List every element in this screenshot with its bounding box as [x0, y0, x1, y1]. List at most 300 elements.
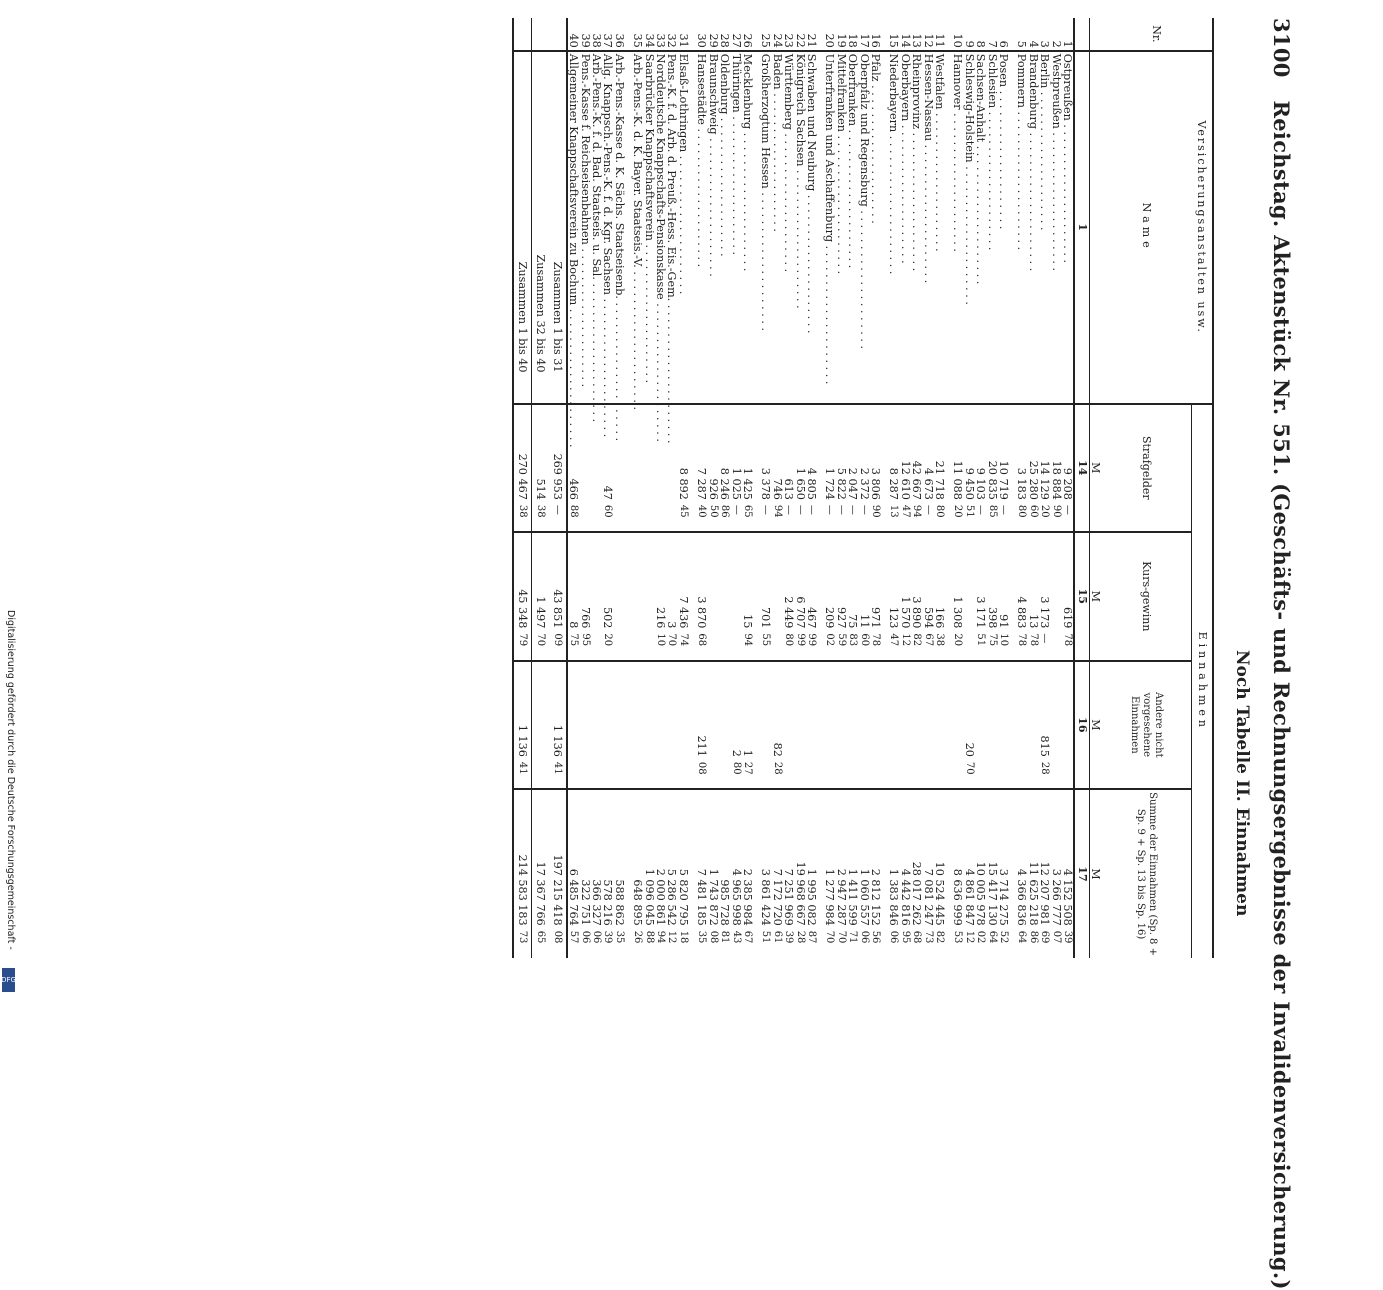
andere-mark: [783, 661, 794, 759]
andere-pf: [760, 759, 771, 789]
strafgelder-pf: 65: [742, 502, 753, 532]
table-row: [579, 18, 590, 958]
strafgelder-pf: 47: [899, 502, 910, 532]
kursgewinn-pf: 99: [794, 630, 805, 660]
andere-pf: 27: [742, 759, 753, 789]
kursgewinn-mark: [1050, 532, 1061, 630]
row-number: 11: [934, 18, 945, 51]
summe-pf: 06: [579, 930, 591, 944]
strafgelder-pf: 94: [771, 502, 782, 532]
row-number: 29: [707, 18, 718, 51]
table-row: [998, 18, 1009, 958]
summe-pf: 64: [1016, 930, 1028, 944]
andere-mark: [858, 661, 869, 759]
andere-mark: [847, 661, 858, 759]
income-table: [512, 18, 1214, 958]
row-name: Unterfranken und Aschaffenburg . . . . . . . . . . . . . . . . . . . .: [824, 51, 835, 404]
total-row: [531, 18, 549, 958]
kursgewinn-mark: [632, 532, 643, 630]
andere-pf: 28: [1039, 759, 1050, 789]
summe-mark: 1 060 557: [857, 868, 871, 926]
strafgelder-pf: 51: [963, 502, 974, 532]
strafgelder-pf: 90: [870, 502, 881, 532]
strafgelder-mark: 3 183: [1015, 467, 1029, 500]
table-row: [806, 18, 817, 958]
col-name: Name: [1102, 51, 1192, 404]
kursgewinn-mark: 13: [1026, 614, 1040, 629]
summe-mark: 3 266 777: [1049, 868, 1063, 926]
summe-pf: 57: [568, 930, 580, 944]
row-name: Arb.-Pens.-K. d. K. Bayer. Staatseis.-V. . . . . . . . . . . . . . . . . . . . .: [632, 51, 643, 404]
kursgewinn-pf: 78: [870, 630, 881, 660]
strafgelder-pf: [579, 502, 590, 532]
row-number: 28: [719, 18, 730, 51]
row-name-text: Großherzogtum Hessen: [759, 53, 773, 189]
andere-pf: [1062, 759, 1074, 789]
colno-16: 16: [1074, 661, 1090, 790]
strafgelder-pf: 45: [678, 502, 689, 532]
strafgelder-mark: [632, 404, 643, 502]
summe-pf: 82: [934, 930, 946, 944]
andere-mark: [1050, 661, 1061, 759]
kursgewinn-mark: 1 570: [898, 596, 912, 629]
row-number: 25: [760, 18, 771, 51]
page-title: Reichstag. Aktenstück Nr. 551. (Geschäfts- und Rechnungsergebnisse der Invalidenversicherung.): [1269, 100, 1294, 1290]
dfg-logo: DFG: [2, 968, 15, 992]
strafgelder-mark: 47: [601, 485, 615, 500]
summe-mark: 19 968 667: [793, 861, 807, 926]
funding-note: [2, 610, 16, 990]
strafgelder-pf: —: [922, 502, 933, 532]
kursgewinn-pf: [707, 630, 718, 660]
andere-mark: [794, 661, 805, 759]
kursgewinn-pf: 20: [602, 630, 613, 660]
andere-mark: [707, 661, 718, 759]
summe-pf: 94: [655, 930, 667, 944]
row-name: Allg. Knappsch.-Pens.-K. f. d. Kgr. Sachsen . . . . . . . . . . . . . . . . . . . .: [602, 51, 613, 404]
total-kursgewinn-pf: 70: [531, 630, 549, 660]
andere-mark: 815: [1038, 735, 1052, 757]
summe-mark: 7 172 720: [770, 868, 784, 926]
row-number: 7: [986, 18, 997, 51]
andere-mark: 211: [695, 735, 709, 757]
summe-pf: 70: [824, 930, 836, 944]
row-name-text: Westpreußen: [1049, 53, 1063, 129]
strafgelder-mark: 3 806: [869, 467, 882, 500]
row-number: 26: [742, 18, 753, 51]
andere-pf: [602, 759, 613, 789]
row-name: Arb.-Pens.-K. f. d. Bad. Staatseis. u. Sal. . . . . . . . . . . . . . . . . . . . .: [591, 51, 602, 404]
kursgewinn-mark: 619: [1061, 606, 1075, 629]
kursgewinn-mark: 2 449: [782, 596, 796, 629]
andere-mark: [922, 661, 933, 759]
andere-pf: [975, 759, 986, 789]
summe-mark: 6 485 764: [567, 868, 581, 926]
andere-mark: [888, 661, 899, 759]
strafgelder-mark: 746: [770, 478, 784, 500]
strafgelder-mark: [643, 404, 654, 502]
table-row: [1016, 18, 1027, 958]
table-row: [899, 18, 910, 958]
strafgelder-pf: —: [835, 502, 846, 532]
andere-pf: [579, 759, 590, 789]
kursgewinn-mark: 1 308: [951, 596, 965, 629]
total-nr: [549, 18, 567, 51]
row-number: 5: [1016, 18, 1027, 51]
summe-mark: 28 017 262: [910, 861, 924, 926]
summe-pf: 71: [847, 930, 859, 944]
table-row: [934, 18, 945, 958]
row-number: 13: [911, 18, 922, 51]
table-row: [1027, 18, 1038, 958]
summe-pf: 02: [975, 930, 987, 944]
strafgelder-pf: 60: [1027, 502, 1038, 532]
row-name-text: Hannover: [951, 53, 965, 110]
row-name: Mittelfranken . . . . . . . . . . . . . . . . . . . .: [835, 51, 846, 404]
row-number: 8: [975, 18, 986, 51]
andere-pf: [806, 759, 817, 789]
total-row: [513, 18, 532, 958]
andere-mark: [1062, 661, 1074, 759]
kursgewinn-mark: 3: [665, 621, 679, 629]
andere-pf: 08: [696, 759, 707, 789]
row-name: Hansestädte . . . . . . . . . . . . . . . . . . . .: [696, 51, 707, 404]
strafgelder-pf: [591, 502, 602, 532]
total-summe-pf: 73: [517, 930, 529, 944]
kursgewinn-pf: [771, 630, 782, 660]
summe-pf: 70: [835, 930, 847, 944]
strafgelder-mark: 5 822: [834, 467, 848, 500]
strafgelder-mark: 11 088: [951, 460, 965, 500]
summe-mark: 648 895: [631, 879, 645, 926]
summe-pf: 81: [719, 930, 731, 944]
kursgewinn-pf: 02: [824, 630, 835, 660]
kursgewinn-mark: [719, 532, 730, 630]
row-name-text: Baden: [770, 53, 784, 90]
strafgelder-pf: —: [806, 502, 817, 532]
andere-pf: 28: [771, 759, 782, 789]
kursgewinn-mark: 3 171: [974, 596, 988, 629]
strafgelder-pf: 50: [707, 502, 718, 532]
andere-pf: [655, 759, 666, 789]
strafgelder-pf: —: [794, 502, 805, 532]
summe-mark: 4 442 816: [898, 868, 912, 926]
table-row: [666, 18, 677, 958]
total-strafgelder-mark: 270 467: [516, 453, 530, 500]
row-name: Saarbrücker Knappschaftsverein . . . . . . . . . . . . . . . . . . . .: [643, 51, 654, 404]
andere-mark: [911, 661, 922, 759]
strafgelder-mark: 12 610: [898, 460, 912, 500]
strafgelder-mark: 25 280: [1026, 460, 1040, 500]
row-name: Norddeutsche Knappschafts-Pensionskasse . . . . . . . . . . . . . . . . . . . .: [655, 51, 666, 404]
kursgewinn-mark: 594: [921, 606, 935, 629]
strafgelder-pf: [613, 502, 624, 532]
kursgewinn-pf: —: [1039, 630, 1050, 660]
row-number: 15: [888, 18, 899, 51]
colno-1: 1: [1074, 51, 1090, 404]
strafgelder-mark: 9 450: [962, 467, 976, 500]
summe-pf: 67: [741, 930, 753, 944]
table-row: [975, 18, 986, 958]
kursgewinn-mark: 123: [887, 606, 901, 629]
strafgelder-pf: [655, 502, 666, 532]
row-name-text: Hansestädte: [695, 53, 709, 125]
kursgewinn-pf: 82: [911, 630, 922, 660]
andere-pf: [678, 759, 689, 789]
row-name-text: Schwaben und Neuburg: [804, 53, 818, 192]
summe-pf: 64: [986, 930, 998, 944]
kursgewinn-mark: [707, 532, 718, 630]
summe-mark: 7 481 185: [695, 868, 709, 926]
table-row: [870, 18, 881, 958]
andere-pf: [719, 759, 730, 789]
table-row: [696, 18, 707, 958]
row-number: 31: [678, 18, 689, 51]
andere-pf: [998, 759, 1009, 789]
unit-14: M: [1090, 404, 1102, 533]
strafgelder-pf: —: [760, 502, 771, 532]
kursgewinn-pf: [963, 630, 974, 660]
row-number: 10: [952, 18, 963, 51]
summe-mark: 322 751: [578, 879, 592, 926]
row-number: 18: [847, 18, 858, 51]
summe-pf: 06: [858, 930, 870, 944]
andere-mark: [824, 661, 835, 759]
strafgelder-mark: 21 718: [933, 460, 947, 500]
andere-mark: [986, 661, 997, 759]
total-label: Zusammen 32 bis 40: [531, 51, 549, 404]
summe-pf: 95: [899, 930, 911, 944]
andere-mark: [678, 661, 689, 759]
strafgelder-pf: 90: [1050, 502, 1061, 532]
table-row: [742, 18, 753, 958]
kursgewinn-mark: 15: [740, 614, 754, 629]
summe-mark: 1 277 984: [823, 868, 837, 926]
row-number: 30: [696, 18, 707, 51]
andere-pf: [707, 759, 718, 789]
table-row: [922, 18, 933, 958]
row-name: Rheinprovinz . . . . . . . . . . . . . . . . . . . .: [911, 51, 922, 404]
strafgelder-pf: [632, 502, 643, 532]
summe-mark: 1 995 082: [804, 868, 818, 926]
summe-pf: 39: [1062, 930, 1074, 944]
summe-mark: 2 947 287: [834, 868, 848, 926]
row-name: Braunschweig . . . . . . . . . . . . . . . . . . . .: [707, 51, 718, 404]
kursgewinn-pf: 83: [847, 630, 858, 660]
row-number: 6: [998, 18, 1009, 51]
andere-pf: [824, 759, 835, 789]
andere-mark: [806, 661, 817, 759]
row-name-text: Thüringen: [729, 53, 743, 113]
andere-pf: [783, 759, 794, 789]
table-row: [591, 18, 602, 958]
row-name-text: Braunschweig: [706, 53, 720, 135]
kursgewinn-pf: 78: [1016, 630, 1027, 660]
andere-pf: 80: [730, 759, 741, 789]
kursgewinn-pf: [632, 630, 643, 660]
andere-mark: [643, 661, 654, 759]
total-kursgewinn-mark: 43 851: [551, 589, 565, 629]
table-row: [567, 18, 579, 958]
strafgelder-mark: 1 650: [793, 467, 807, 500]
row-number: 19: [835, 18, 846, 51]
row-name: Sachsen-Anhalt . . . . . . . . . . . . . . . . . . . .: [975, 51, 986, 404]
kursgewinn-pf: [730, 630, 741, 660]
andere-mark: [835, 661, 846, 759]
summe-mark: 985 728: [718, 879, 732, 926]
row-name-text: Allg. Knappsch.-Pens.-K. f. d. Kgr. Sachsen: [601, 53, 615, 296]
row-name-text: Oldenburg: [718, 53, 732, 115]
kursgewinn-pf: 78: [1027, 630, 1038, 660]
andere-pf: [591, 759, 602, 789]
summe-mark: 2 812 152: [869, 868, 882, 926]
summe-pf: 51: [760, 930, 772, 944]
page-number: 3100: [1269, 18, 1294, 78]
andere-pf: [567, 759, 579, 789]
total-summe-mark: 197 215 418: [551, 854, 565, 926]
strafgelder-mark: 8 892: [676, 467, 690, 500]
row-number: 9: [963, 18, 974, 51]
strafgelder-mark: 9 103: [974, 467, 988, 500]
row-name: Oberpfalz und Regensburg . . . . . . . . . . . . . . . . . . . .: [858, 51, 869, 404]
andere-mark: [934, 661, 945, 759]
kursgewinn-mark: 3 890: [910, 596, 924, 629]
summe-pf: 28: [794, 930, 806, 944]
row-name-text: Posen: [997, 53, 1011, 88]
andere-mark: [719, 661, 730, 759]
strafgelder-pf: —: [858, 502, 869, 532]
kursgewinn-pf: [1050, 630, 1061, 660]
col-kursgewinn: Kurs-gewinn: [1102, 532, 1192, 661]
strafgelder-pf: —: [1062, 502, 1074, 532]
summe-pf: 43: [730, 930, 742, 944]
row-name: Ostpreußen . . . . . . . . . . . . . . . . . . . .: [1062, 51, 1074, 404]
summe-mark: 4 152 508: [1061, 868, 1075, 926]
andere-mark: 1: [740, 749, 754, 757]
kursgewinn-pf: 60: [858, 630, 869, 660]
andere-mark: [870, 661, 881, 759]
row-name: Baden . . . . . . . . . . . . . . . . . . . .: [771, 51, 782, 404]
total-strafgelder-pf: 38: [531, 502, 549, 532]
row-number: 33: [655, 18, 666, 51]
summe-pf: 86: [1027, 930, 1039, 944]
row-name-text: Ostpreußen: [1061, 53, 1075, 121]
summe-mark: 4 965 998: [729, 868, 743, 926]
summe-mark: 10 524 445: [933, 861, 947, 926]
summe-pf: 12: [963, 930, 975, 944]
table-row: [963, 18, 974, 958]
row-name-text: Oberfranken: [846, 53, 860, 127]
row-number: 14: [899, 18, 910, 51]
summe-pf: 35: [613, 930, 625, 944]
row-name: Schlesien . . . . . . . . . . . . . . . . . . . .: [986, 51, 997, 404]
strafgelder-mark: 8 246: [718, 467, 732, 500]
summe-pf: 87: [805, 930, 817, 944]
row-name-text: Arb.-Pens.-K. f. d. Bad. Staatseis. u. Sal.: [590, 53, 604, 280]
row-name-text: Pfalz: [869, 53, 882, 82]
andere-pf: [899, 759, 910, 789]
summe-mark: 7 251 969: [782, 868, 796, 926]
kursgewinn-mark: [771, 532, 782, 630]
kursgewinn-mark: 209: [823, 606, 837, 629]
row-name: Pens.-Kasse f. Reichseisenbahnen . . . . . . . . . . . . . . . . . . . .: [579, 51, 590, 404]
kursgewinn-mark: 3 173: [1038, 596, 1052, 629]
strafgelder-mark: 4 805: [804, 467, 818, 500]
andere-mark: 82: [770, 742, 784, 757]
andere-pf: [911, 759, 922, 789]
summe-pf: 18: [677, 930, 689, 944]
strafgelder-pf: 13: [888, 502, 899, 532]
row-name: Arb.-Pens.-Kasse d. K. Sächs. Staatseisenb. . . . . . . . . . . . . . . . . . . . .: [613, 51, 624, 404]
total-kursgewinn-pf: 79: [513, 630, 532, 660]
total-summe-pf: 65: [535, 930, 547, 944]
andere-pf: [888, 759, 899, 789]
andere-mark: [899, 661, 910, 759]
row-name: Württemberg . . . . . . . . . . . . . . . . . . . .: [783, 51, 794, 404]
row-name: Pens.-K. f. d. Arb. d. Preuß.-Hess. Eis.-Gem. . . . . . . . . . . . . . . . . . . . .: [666, 51, 677, 404]
table-row: [794, 18, 805, 958]
col-strafgelder: Strafgelder: [1102, 404, 1192, 533]
strafgelder-mark: 2 372: [857, 467, 871, 500]
total-andere-pf: [531, 759, 549, 789]
summe-mark: 2 385 984: [740, 868, 754, 926]
row-number: 39: [579, 18, 590, 51]
row-number: 32: [666, 18, 677, 51]
unit-17: M: [1089, 868, 1103, 880]
summe-mark: 7 081 247: [921, 868, 935, 926]
andere-pf: [858, 759, 869, 789]
kursgewinn-pf: 38: [934, 630, 945, 660]
row-name: Hannover . . . . . . . . . . . . . . . . . . . .: [952, 51, 963, 404]
summe-pf: 88: [643, 930, 655, 944]
strafgelder-mark: 1 724: [823, 467, 837, 500]
funding-note-text: Digitalisierung gefördert durch die Deutsche Forschungsgemeinschaft -: [5, 610, 16, 950]
strafgelder-pf: 20: [952, 502, 963, 532]
andere-mark: [666, 661, 677, 759]
strafgelder-pf: 88: [567, 502, 579, 532]
kursgewinn-mark: 398: [985, 606, 999, 629]
row-number: 16: [870, 18, 881, 51]
kursgewinn-pf: [719, 630, 730, 660]
andere-mark: [613, 661, 624, 759]
strafgelder-mark: 14 129: [1038, 460, 1052, 500]
andere-pf: [847, 759, 858, 789]
summe-mark: 4 366 836: [1015, 868, 1029, 926]
unit-15: M: [1090, 532, 1102, 661]
row-name-text: Pens.-K. f. d. Arb. d. Preuß.-Hess. Eis.-Gem.: [665, 53, 679, 302]
summe-mark: 588 862: [612, 879, 626, 926]
andere-mark: [1027, 661, 1038, 759]
andere-mark: [998, 661, 1009, 759]
kursgewinn-pf: 75: [567, 630, 579, 660]
row-number: 2: [1050, 18, 1061, 51]
strafgelder-mark: 613: [782, 478, 796, 500]
row-number: 12: [922, 18, 933, 51]
strafgelder-mark: 1 025: [729, 467, 743, 500]
summe-pf: 68: [911, 930, 923, 944]
summe-pf: 39: [783, 930, 795, 944]
summe-mark: 1 096 045: [642, 868, 656, 926]
table-row: [730, 18, 741, 958]
strafgelder-pf: 40: [696, 502, 707, 532]
row-name: Oldenburg . . . . . . . . . . . . . . . . . . . .: [719, 51, 730, 404]
strafgelder-mark: 3 378: [759, 467, 773, 500]
kursgewinn-pf: [643, 630, 654, 660]
strafgelder-mark: 18 884: [1049, 460, 1063, 500]
summe-pf: 69: [1039, 930, 1051, 944]
table-row: [986, 18, 997, 958]
summe-pf: 06: [591, 930, 603, 944]
